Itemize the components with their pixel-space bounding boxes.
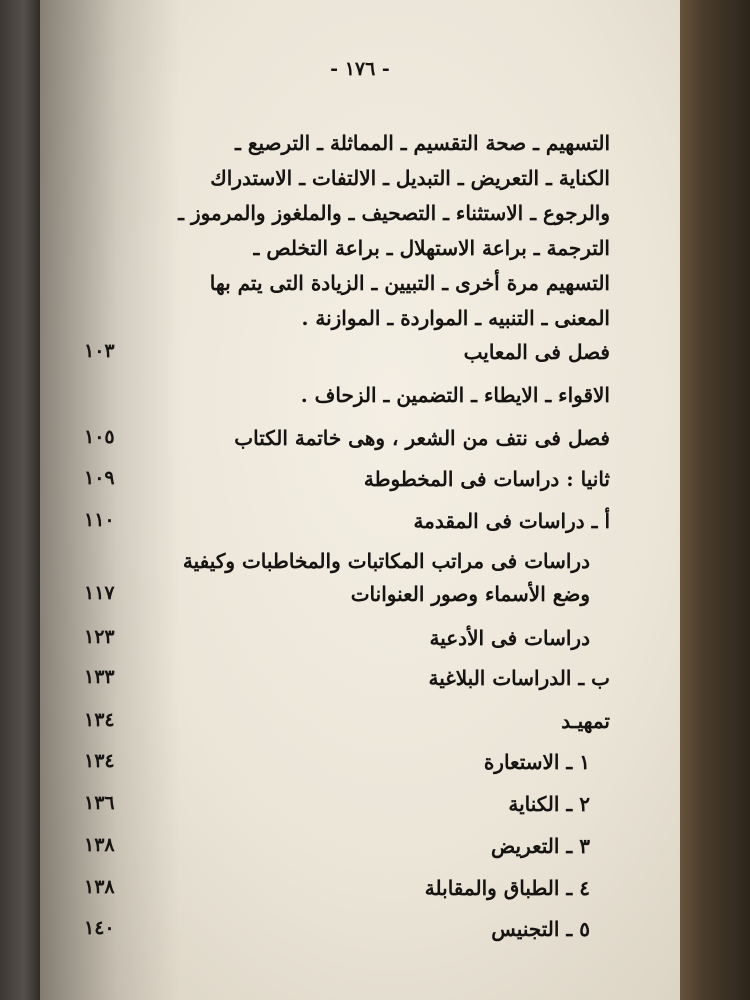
toc-entry-page: ١٣٨ (84, 876, 115, 898)
toc-entry-page: ١٠٥ (84, 426, 115, 448)
topics-paragraph (170, 126, 610, 336)
page-number: - ١٧٦ - (330, 58, 390, 80)
toc-entry-page: ١٢٣ (84, 626, 115, 648)
toc-entry (40, 383, 680, 417)
book-page (40, 0, 680, 1000)
toc-entry-page: ١٣٤ (84, 709, 115, 731)
paragraph-line: المعنى ـ التنبيه ـ المواردة ـ الموازنة . (301, 306, 610, 330)
toc-entry-page: ١٣٨ (84, 834, 115, 856)
toc-entry-page: ١٣٤ (84, 750, 115, 772)
paragraph-line: التسهيم مرة أخرى ـ التبيين ـ الزيادة التى يتم بها (209, 271, 610, 295)
toc-entry-title: فصل فى المعايب (463, 340, 610, 364)
toc-entry-title: دراسات فى الأدعية (429, 626, 590, 650)
toc-entry-page: ١٠٩ (84, 467, 115, 489)
toc-entry (40, 792, 680, 826)
paragraph-line: والرجوع ـ الاستثناء ـ التصحيف ـ والملغوز والمرموز ـ (178, 201, 610, 225)
book-spine-edge (0, 0, 40, 1000)
toc-entry-title: ٤ ـ الطباق والمقابلة (424, 876, 590, 900)
toc-entry (40, 709, 680, 743)
toc-entry (40, 340, 680, 374)
toc-entry-title: ٥ ـ التجنيس (491, 917, 590, 941)
toc-entry (40, 750, 680, 784)
toc-entry-page: ١١٠ (84, 509, 115, 531)
toc-entry (40, 426, 680, 460)
toc-entry-page: ١٣٦ (84, 792, 115, 814)
toc-entry-title: ١ ـ الاستعارة (483, 750, 590, 774)
toc-entry (40, 509, 680, 543)
toc-entry (40, 917, 680, 951)
toc-entry-title: وضع الأسماء وصور العنوانات (350, 582, 590, 606)
toc-entry-title: أ ـ دراسات فى المقدمة (413, 509, 610, 533)
toc-entry-page: ١٣٣ (84, 666, 115, 688)
toc-entry-title: الاقواء ـ الايطاء ـ التضمين ـ الزحاف . (300, 383, 610, 407)
paragraph-line: التسهيم ـ صحة التقسيم ـ المماثلة ـ الترصيع ـ (235, 131, 610, 155)
toc-entry-title: ٣ ـ التعريض (491, 834, 590, 858)
toc-entry-title: ثانيا : دراسات فى المخطوطة (363, 467, 610, 491)
book-page-edges (672, 0, 750, 1000)
toc-entry-page: ١٤٠ (84, 917, 115, 939)
toc-entry-title: فصل فى نتف من الشعر ، وهى خاتمة الكتاب (234, 426, 610, 450)
toc-entry-title: ب ـ الدراسات البلاغية (428, 666, 610, 690)
toc-entry-title: تمهيـد (561, 709, 610, 733)
toc-entry (40, 626, 680, 660)
toc-entry (40, 467, 680, 501)
toc-entry (40, 876, 680, 910)
paragraph-line: الكناية ـ التعريض ـ التبديل ـ الالتفات ـ الاستدراك (210, 166, 610, 190)
toc-entry-title: دراسات فى مراتب المكاتبات والمخاطبات وكيفية (182, 549, 590, 573)
paragraph-line: الترجمة ـ براعة الاستهلال ـ براعة التخلص ـ (253, 236, 610, 260)
toc-entry (40, 549, 680, 583)
toc-entry-title: ٢ ـ الكناية (508, 792, 590, 816)
toc-entry-page: ١١٧ (84, 582, 115, 604)
toc-entry (40, 834, 680, 868)
toc-entry (40, 666, 680, 700)
toc-entry (40, 582, 680, 616)
toc-entry-page: ١٠٣ (84, 340, 115, 362)
